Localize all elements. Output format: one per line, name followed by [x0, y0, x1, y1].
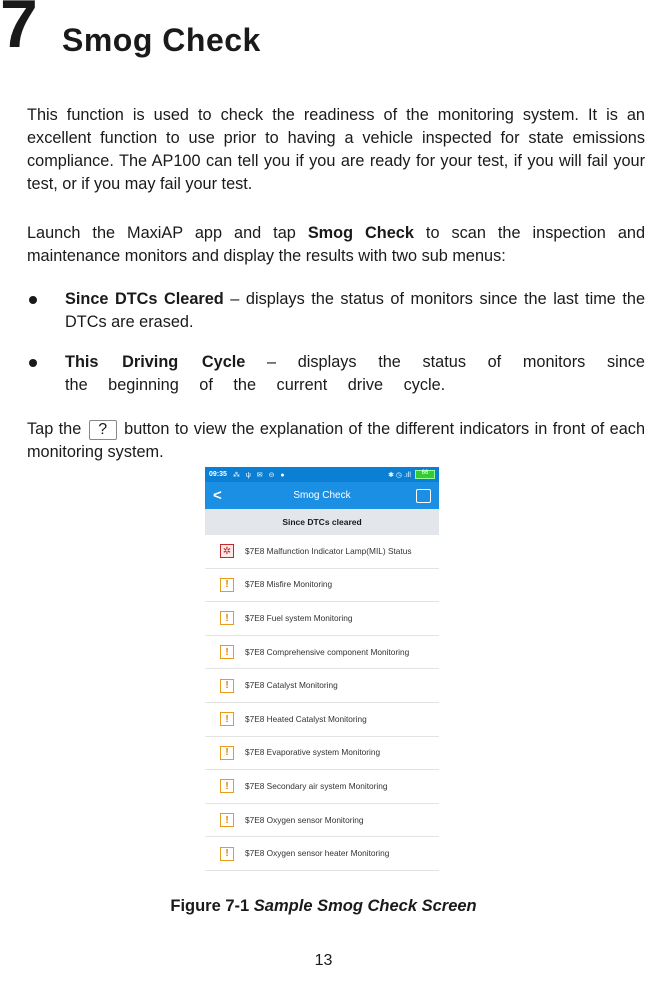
monitor-list: [205, 535, 439, 871]
figure-caption: Figure 7-1 Sample Smog Check Screen: [170, 897, 477, 915]
warning-icon: !: [220, 679, 234, 693]
warning-icon: !: [220, 813, 234, 827]
smog-check-screenshot: [205, 467, 439, 880]
nav-bar: [205, 482, 439, 509]
list-item-label: $7E8 Misfire Monitoring: [245, 579, 333, 590]
warning-icon: !: [220, 611, 234, 625]
back-icon[interactable]: <: [213, 487, 222, 504]
help-icon: ?: [89, 420, 117, 440]
intro-paragraph: This function is used to check the readiness of the monitoring system. It is an excellent function to use prior to having a vehicle inspected for state emissions compliance. The AP100 can tell you if you are ready for your test, if you will fail your test, or if you may fail your test.: [27, 106, 645, 193]
notification-icons: ⁂ ψ ✉ ⊝ ●: [232, 471, 287, 479]
bullet-dot: [29, 359, 37, 367]
list-item-label: $7E8 Malfunction Indicator Lamp(MIL) Status: [245, 545, 412, 556]
list-item-label: $7E8 Secondary air system Monitoring: [245, 780, 388, 791]
list-item[interactable]: [205, 703, 439, 737]
tap-paragraph: Tap the ? button to view the explanation of the different indicators in front of each monitoring system.: [27, 420, 645, 461]
subheader: Since DTCs cleared: [205, 509, 439, 535]
page-number: 13: [314, 952, 333, 969]
share-icon[interactable]: [416, 489, 431, 503]
list-item[interactable]: [205, 737, 439, 771]
warning-icon: !: [220, 712, 234, 726]
list-item[interactable]: [205, 535, 439, 569]
bullet-since-dtcs-cleared: Since DTCs Cleared – displays the status of monitors since the last time the DTCs are erased.: [27, 288, 645, 334]
list-item-label: $7E8 Catalyst Monitoring: [245, 680, 338, 691]
chapter-number: 7: [0, 0, 38, 62]
mil-icon: ✲: [220, 544, 234, 558]
list-item-label: $7E8 Fuel system Monitoring: [245, 612, 353, 623]
list-item[interactable]: [205, 602, 439, 636]
status-bar: [205, 467, 439, 482]
signal-icons: ✱ ◷ .ıll: [388, 471, 411, 479]
screen-title: Smog Check: [293, 490, 351, 501]
list-item[interactable]: [205, 569, 439, 603]
list-item-label: $7E8 Evaporative system Monitoring: [245, 747, 381, 758]
chapter-title: Smog Check: [62, 22, 261, 58]
warning-icon: !: [220, 779, 234, 793]
warning-icon: !: [220, 578, 234, 592]
list-item-label: $7E8 Comprehensive component Monitoring: [245, 646, 410, 657]
list-item[interactable]: [205, 669, 439, 703]
warning-icon: !: [220, 847, 234, 861]
list-item[interactable]: [205, 837, 439, 871]
battery-icon: 66: [415, 470, 435, 479]
list-item[interactable]: [205, 770, 439, 804]
warning-icon: !: [220, 645, 234, 659]
list-item[interactable]: [205, 636, 439, 670]
bullet-dot: [29, 296, 37, 304]
list-item[interactable]: [205, 804, 439, 838]
list-item-label: $7E8 Oxygen sensor Monitoring: [245, 814, 364, 825]
status-time: 09:35: [209, 471, 227, 478]
list-item-label: $7E8 Oxygen sensor heater Monitoring: [245, 848, 390, 859]
warning-icon: !: [220, 746, 234, 760]
launch-paragraph: Launch the MaxiAP app and tap Smog Check to scan the inspection and maintenance monitors and display the results with two sub menus:: [27, 224, 646, 265]
list-item-label: $7E8 Heated Catalyst Monitoring: [245, 713, 367, 724]
bullet-this-driving-cycle: This Driving Cycle – displays the status of monitors since the beginning of the current drive cycle.: [27, 351, 645, 397]
